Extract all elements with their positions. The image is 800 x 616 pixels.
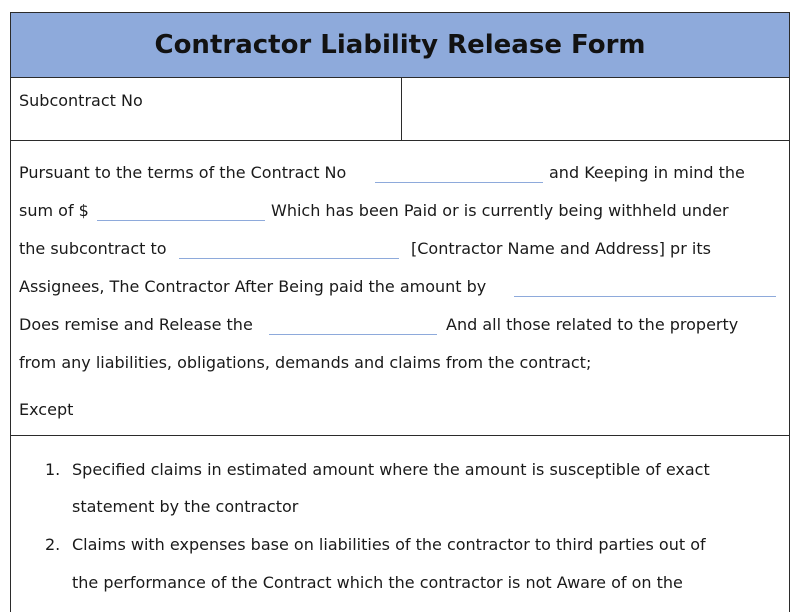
- subcontract-row: [11, 78, 789, 141]
- list-number: 1.: [45, 460, 61, 479]
- body-text-property: And all those related to the property: [446, 315, 739, 334]
- exceptions-list: [11, 436, 789, 616]
- release-body: [11, 141, 789, 436]
- body-text-contractor-name: [Contractor Name and Address] pr its: [411, 239, 711, 258]
- contract-no-blank[interactable]: [375, 182, 543, 183]
- except-label: Except: [19, 400, 74, 419]
- list-item-text: Specified claims in estimated amount where the amount is susceptible of exact: [72, 460, 710, 479]
- subcontract-label: Subcontract No: [19, 91, 143, 110]
- body-text-assignees: Assignees, The Contractor After Being paid the amount by: [19, 277, 487, 296]
- body-text-sum: sum of $: [19, 201, 89, 220]
- release-form: [10, 12, 790, 612]
- body-text-contract-no: Pursuant to the terms of the Contract No: [19, 163, 347, 182]
- body-text-subcontract-to: the subcontract to: [19, 239, 167, 258]
- subcontract-label-cell: [11, 78, 402, 140]
- sum-blank[interactable]: [97, 220, 265, 221]
- list-number: 2.: [45, 535, 61, 554]
- form-title: Contractor Liability Release Form: [154, 30, 646, 60]
- body-text-remise: Does remise and Release the: [19, 315, 253, 334]
- subcontract-number-field[interactable]: [402, 78, 789, 140]
- title-bar: [11, 13, 789, 78]
- body-text-liabilities: from any liabilities, obligations, demands and claims from the contract;: [19, 353, 592, 372]
- paid-by-blank[interactable]: [514, 296, 776, 297]
- body-text-paid: Which has been Paid or is currently being withheld under: [271, 201, 729, 220]
- body-text-keeping: and Keeping in mind the: [549, 163, 745, 182]
- list-item-text: Claims with expenses base on liabilities of the contractor to third parties out of: [72, 535, 706, 554]
- subcontractor-blank[interactable]: [179, 258, 399, 259]
- list-item-text: the performance of the Contract which the contractor is not Aware of on the: [72, 573, 683, 592]
- list-item-text: statement by the contractor: [72, 497, 299, 516]
- release-party-blank[interactable]: [269, 334, 437, 335]
